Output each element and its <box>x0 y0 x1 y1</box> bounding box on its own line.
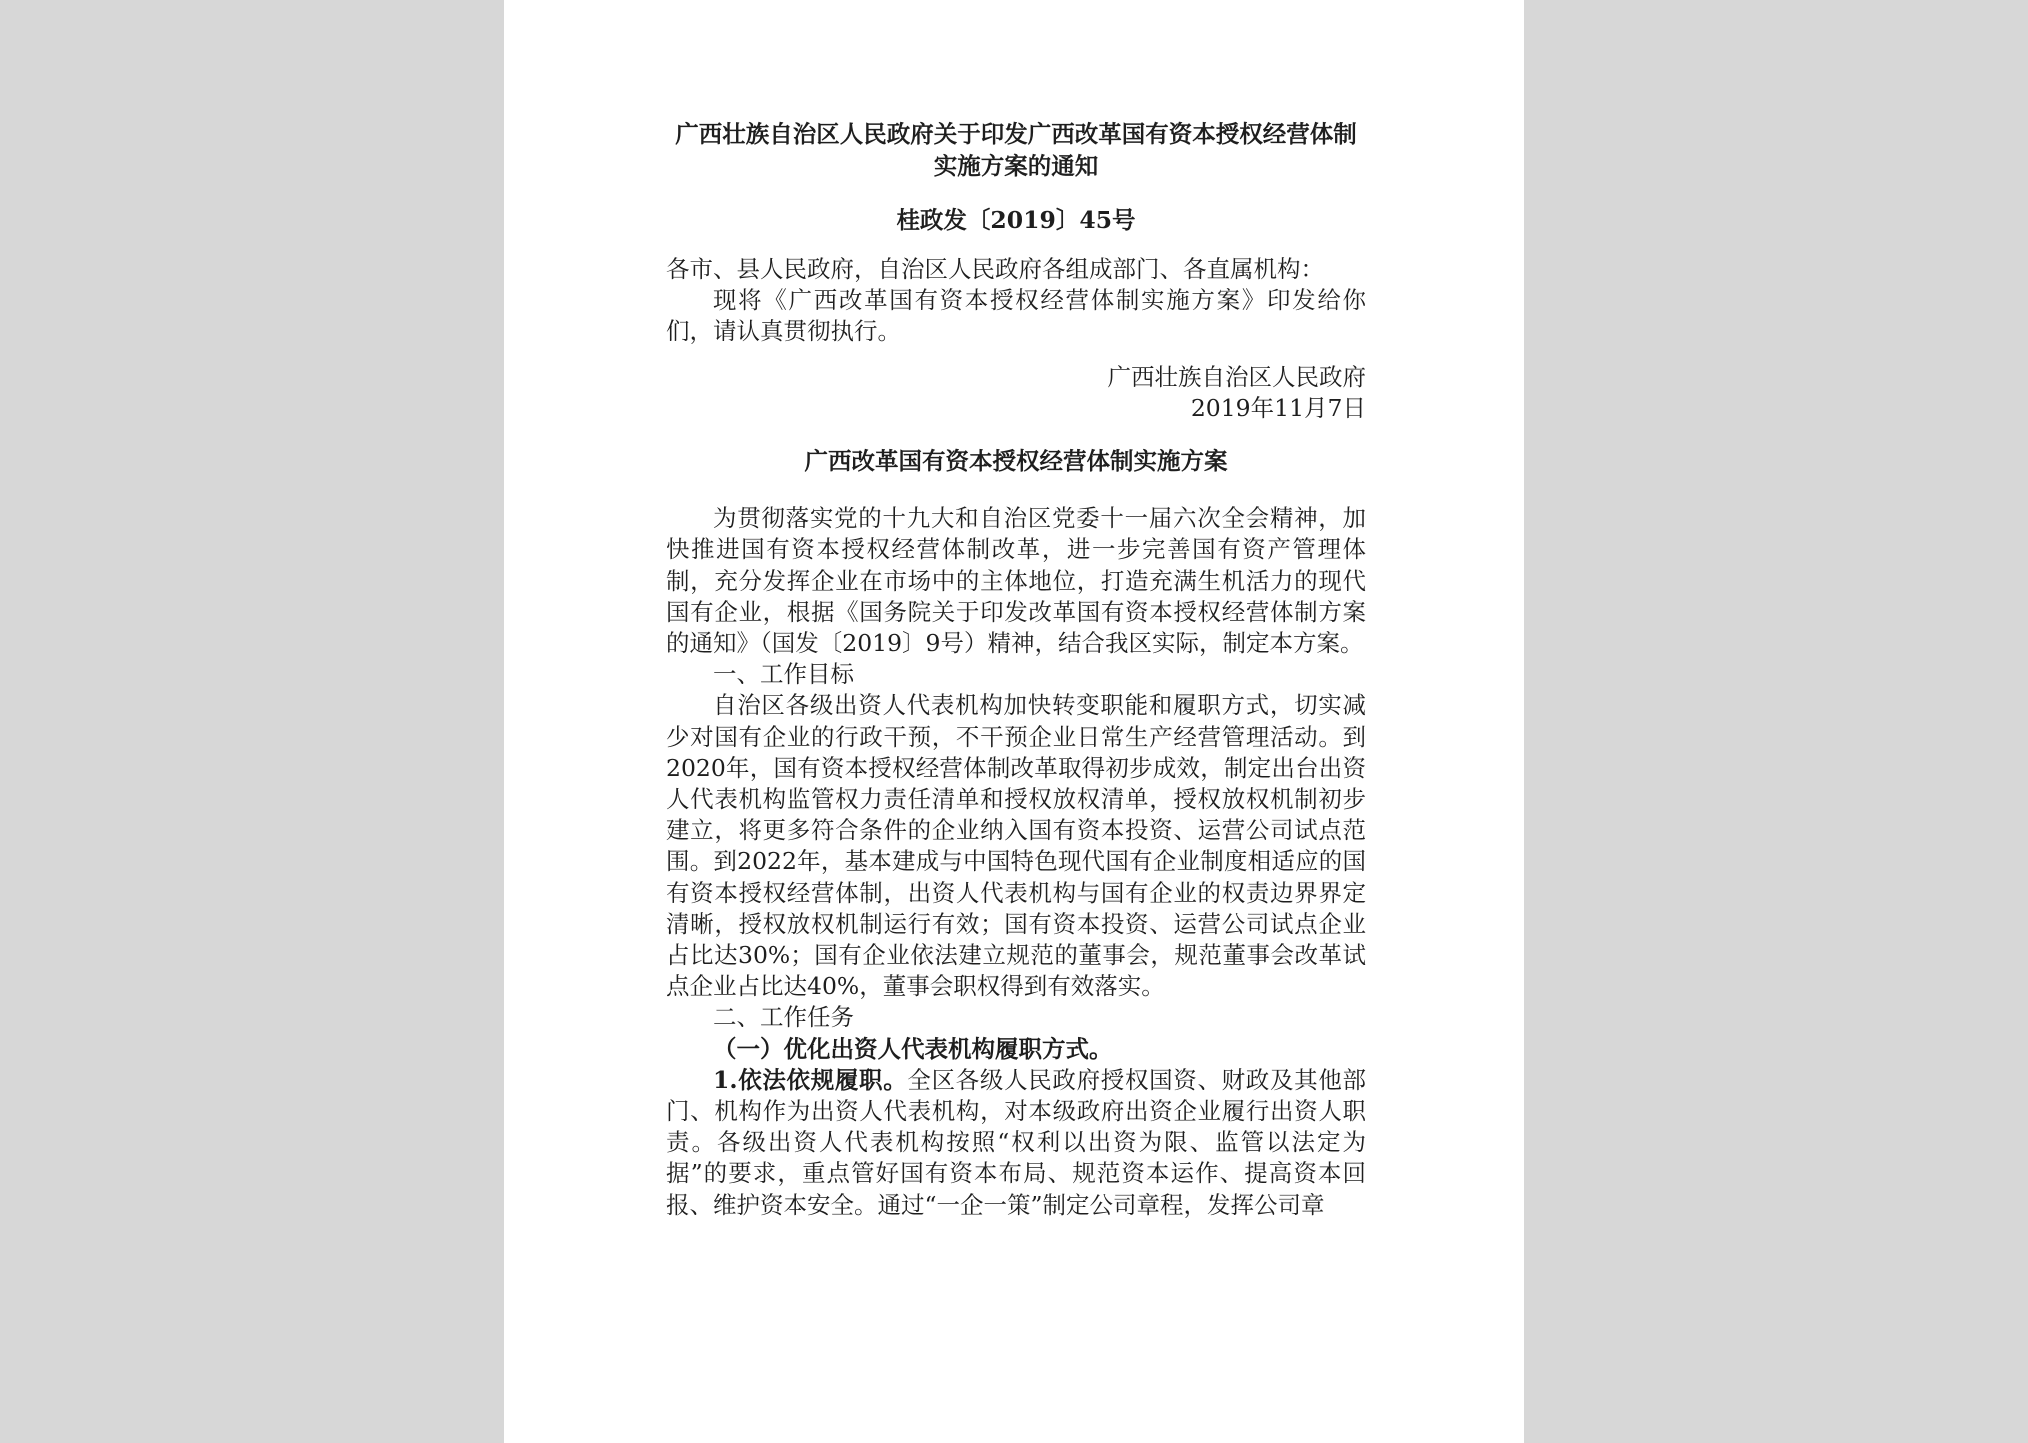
salutation: 各市、县人民政府，自治区人民政府各组成部门、各直属机构： <box>666 255 1324 283</box>
intro-paragraph: 为贯彻落实党的十九大和自治区党委十一届六次全会精神，加快推进国有资本授权经营体制改革，进一步完善国有资产管理体制，充分发挥企业在市场中的主体地位，打造充满生机活力的现代国有企业，根据《国务院关于印发改革国有资本授权经营体制方案的通知》（国发〔2019〕9号）精神，结合我区实际，制定本方案。 <box>666 504 1366 658</box>
item-lead: 1.依法依规履职。 <box>713 1065 908 1094</box>
item-text: 全区各级人民政府授权国资、财政及其他部门、机构作为出资人代表机构，对本级政府出资企业履行出资人职责。各级出资人代表机构按照“权利以出资为限、监管以法定为据”的要求，重点管好国有资本布局、规范资本运作、提高资本回报、维护资本安全。通过“一企一策”制定公司章程，发挥公司章 <box>666 1065 1366 1219</box>
signature-block <box>666 362 1366 424</box>
goals-paragraph: 自治区各级出资人代表机构加快转变职能和履职方式，切实减少对国有企业的行政干预，不干预企业日常生产经营管理活动。到2020年，国有资本授权经营体制改革取得初步成效，制定出台出资人代表机构监管权力责任清单和授权放权清单，授权放权机制初步建立，将更多符合条件的企业纳入国有资本投资、运营公司试点范围。到2022年，基本建成与中国特色现代国有企业制度相适应的国有资本授权经营体制，出资人代表机构与国有企业的权责边界界定清晰，授权放权机制运行有效；国有资本投资、运营公司试点企业占比达30%；国有企业依法建立规范的董事会，规范董事会改革试点企业占比达40%，董事会职权得到有效落实。 <box>666 691 1366 1001</box>
subsection-heading: （一）优化出资人代表机构履职方式。 <box>713 1034 1113 1063</box>
page-content <box>666 118 1366 1221</box>
plan-title: 广西改革国有资本授权经营体制实施方案 <box>804 447 1228 476</box>
signature: 广西壮族自治区人民政府 <box>1107 362 1366 391</box>
document-page <box>504 0 1524 1443</box>
document-number: 桂政发〔2019〕45号 <box>896 206 1136 234</box>
document-title: 广西壮族自治区人民政府关于印发广西改革国有资本授权经营体制实施方案的通知 <box>675 120 1357 180</box>
item-paragraph <box>666 1065 1366 1221</box>
section-heading-goals: 一、工作目标 <box>713 660 854 689</box>
notice-body: 现将《广西改革国有资本授权经营体制实施方案》印发给你们，请认真贯彻执行。 <box>666 286 1366 346</box>
issue-date: 2019年11月7日 <box>1190 393 1366 422</box>
section-heading-tasks: 二、工作任务 <box>713 1003 854 1032</box>
